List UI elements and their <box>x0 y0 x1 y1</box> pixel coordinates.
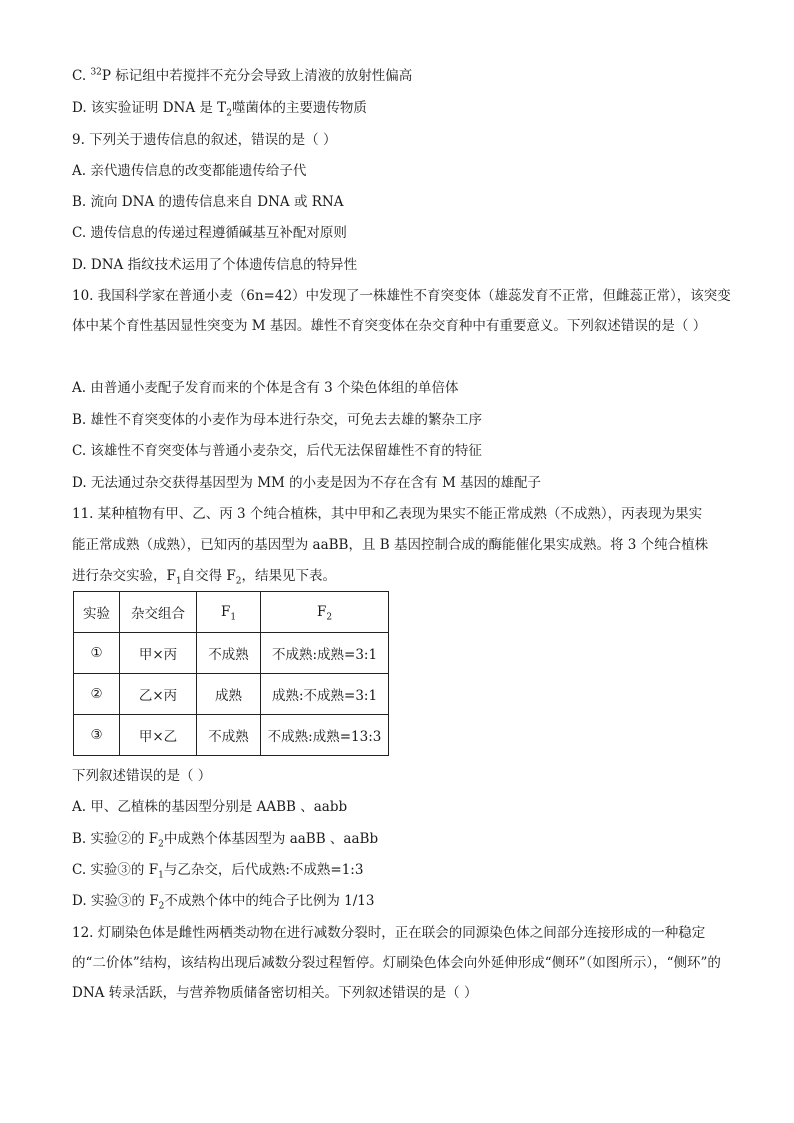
table-cell: 不成熟 <box>197 715 261 756</box>
table-cell: 成熟:不成熟=3:1 <box>261 674 389 715</box>
results-table <box>73 591 389 756</box>
q11-option-c: C. 实验③的 $F_1$与乙杂交，后代成熟:不成熟=1:3 <box>72 862 364 881</box>
q9-option-a: A. 亲代遗传信息的改变都能遗传给子代 <box>72 163 307 179</box>
table-cell: 不成熟 <box>197 633 261 674</box>
q11-option-d: D. 实验③的 $F_2$不成熟个体中的纯合子比例为 1/13 <box>72 893 375 912</box>
table-header-cell: 杂交组合 <box>120 592 197 633</box>
table-header-cell: $F_1$ <box>197 592 261 633</box>
q10-option-c: C. 该雄性不育突变体与普通小麦杂交，后代无法保留雄性不育的特征 <box>72 443 482 459</box>
q11-ask: 下列叙述错误的是（ ） <box>72 768 212 784</box>
q10-option-a: A. 由普通小麦配子发育而来的个体是含有 3 个染色体组的单倍体 <box>72 380 459 396</box>
q10-stem: 10. 我国科学家在普通小麦（6n=42）中发现了一株雄性不育突变体（雄蕊发育不正常，但雌蕊正常），该突变体中某个育性基因显性突变为 M 基因。雄性不育突变体在杂交育种中有重要意义。下列叙述错误的是（ ） <box>72 288 731 334</box>
table-cell: ② <box>74 674 120 715</box>
table-row <box>74 715 389 756</box>
table-cell: ① <box>74 633 120 674</box>
table-header-cell: $F_2$ <box>261 592 389 633</box>
q8-option-d: D. 该实验证明 DNA 是 $T_2$噬菌体的主要遗传物质 <box>72 100 367 119</box>
table-cell: 甲×丙 <box>120 633 197 674</box>
q11-stem-line2: 能正常成熟（成熟），已知丙的基因型为 aaBB，且 B 基因控制合成的酶能催化果实成熟。将 3 个纯合植株 <box>72 537 709 553</box>
table-row <box>74 633 389 674</box>
table-cell: 成熟 <box>197 674 261 715</box>
table-cell: 不成熟:成熟=13:3 <box>261 715 389 756</box>
table-cell: 甲×乙 <box>120 715 197 756</box>
q10-option-b: B. 雄性不育突变体的小麦作为母本进行杂交，可免去去雄的繁杂工序 <box>72 412 483 428</box>
q11-option-a: A. 甲、乙植株的基因型分别是 AABB 、aabb <box>72 799 348 815</box>
q10-option-d: D. 无法通过杂交获得基因型为 MM 的小麦是因为不存在含有 M 基因的雄配子 <box>72 475 542 491</box>
q9-option-c: C. 遗传信息的传递过程遵循碱基互补配对原则 <box>72 225 347 241</box>
table-cell: 不成熟:成熟=3:1 <box>261 633 389 674</box>
table-header-row <box>74 592 389 633</box>
q9-option-b: B. 流向 DNA 的遗传信息来自 DNA 或 RNA <box>72 194 344 210</box>
q11-stem-line1: 11. 某种植物有甲、乙、丙 3 个纯合植株，其中甲和乙表现为果实不能正常成熟（不成熟），丙表现为果实 <box>72 506 703 522</box>
q12-stem: 12. 灯刷染色体是雌性两栖类动物在进行减数分裂时，正在联会的同源染色体之间部分连接形成的一种稳定的“二价体”结构，该结构出现后减数分裂过程暂停。灯刷染色体会向外延伸形成“侧环”（如图所示），“侧环”的 DNA 转录活跃，与营养物质储备密切相关。下列叙述错误的是（ ） <box>72 925 721 1001</box>
table-header-cell: 实验 <box>74 592 120 633</box>
table-cell: ③ <box>74 715 120 756</box>
q9-option-d: D. DNA 指纹技术运用了个体遗传信息的特异性 <box>72 257 358 273</box>
q11-option-b: B. 实验②的 $F_2$中成熟个体基因型为 aaBB 、aaBb <box>72 831 379 850</box>
table-cell: 乙×丙 <box>120 674 197 715</box>
q9-stem: 9. 下列关于遗传信息的叙述，错误的是（ ） <box>72 132 337 148</box>
q11-stem-line3: 进行杂交实验，$F_1$自交得 $F_2$，结果见下表。 <box>72 568 337 587</box>
table-row <box>74 674 389 715</box>
q8-option-c: C. $^{32}$P 标记组中若搅拌不充分会导致上清液的放射性偏高 <box>72 67 413 84</box>
